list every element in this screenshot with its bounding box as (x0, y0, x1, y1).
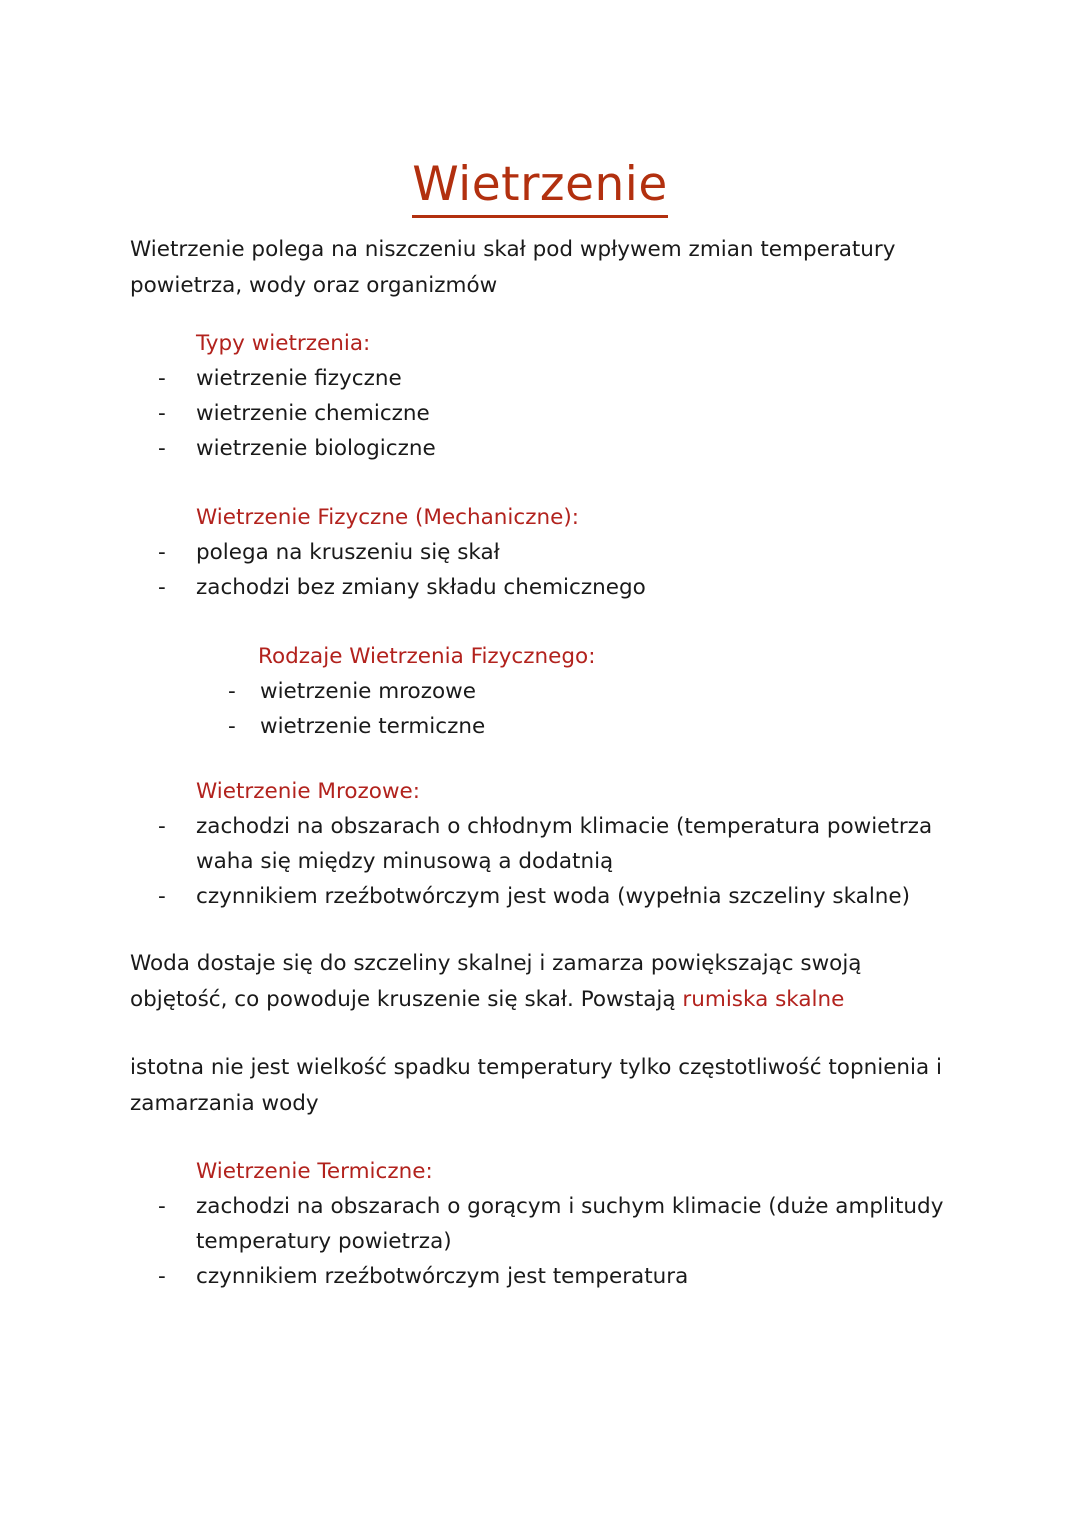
list-item (130, 1189, 960, 1259)
dash-bullet-icon: - (158, 814, 166, 839)
section-wietrzenie-fizyczne (130, 500, 960, 605)
spacer (130, 605, 960, 639)
bullet-list (130, 361, 960, 466)
list-item (130, 1259, 960, 1294)
list-item-label: czynnikiem rzeźbotwórczym jest woda (wypełnia szczeliny skalne) (196, 884, 911, 909)
spacer (130, 914, 960, 946)
bullet-list (130, 535, 960, 605)
list-item (130, 361, 960, 396)
dash-bullet-icon: - (158, 401, 166, 426)
page-title-text: Wietrzenie (412, 159, 668, 218)
list-item-label: zachodzi bez zmiany składu chemicznego (196, 575, 646, 600)
list-item (130, 709, 960, 744)
spacer (130, 1018, 960, 1050)
bullet-list (130, 1189, 960, 1294)
document-body (130, 232, 960, 1294)
dash-bullet-icon: - (158, 1264, 166, 1289)
list-item-label: wietrzenie chemiczne (196, 401, 430, 426)
dash-bullet-icon: - (158, 436, 166, 461)
spacer (130, 1122, 960, 1154)
dash-bullet-icon: - (228, 714, 236, 739)
list-item-label: zachodzi na obszarach o chłodnym klimacie (temperatura powietrza waha się między minusową a dodatnią (196, 814, 933, 874)
section-wietrzenie-mrozowe (130, 774, 960, 914)
intro-paragraph: Wietrzenie polega na niszczeniu skał pod wpływem zmian temperatury powietrza, wody oraz organizmów (130, 237, 896, 298)
list-item (130, 674, 960, 709)
paragraph-frequency-note: istotna nie jest wielkość spadku temperatury tylko częstotliwość topnienia i zamarzania wody (130, 1055, 943, 1116)
list-item-label: zachodzi na obszarach o gorącym i suchym klimacie (duże amplitudy temperatury powietrza) (196, 1194, 944, 1254)
section-heading: Wietrzenie Fizyczne (Mechaniczne): (196, 505, 579, 530)
paragraph-water-freeze-text: Woda dostaje się do szczeliny skalnej i zamarza powiększając swoją objętość, co powoduje kruszenie się skał. Powstają (130, 951, 862, 1012)
highlighted-term-rumiska-skalne: rumiska skalne (682, 987, 845, 1012)
list-item-label: wietrzenie biologiczne (196, 436, 436, 461)
list-item (130, 879, 960, 914)
dash-bullet-icon: - (158, 366, 166, 391)
page-title (0, 159, 1080, 218)
list-item (130, 570, 960, 605)
paragraph-water-freeze (130, 946, 960, 1018)
dash-bullet-icon: - (228, 679, 236, 704)
section-typy-wietrzenia (130, 326, 960, 466)
list-item-label: wietrzenie termiczne (260, 714, 486, 739)
dash-bullet-icon: - (158, 540, 166, 565)
list-item (130, 396, 960, 431)
spacer (130, 304, 960, 326)
bullet-list (130, 809, 960, 914)
dash-bullet-icon: - (158, 1194, 166, 1219)
section-wietrzenie-termiczne (130, 1154, 960, 1294)
list-item-label: wietrzenie mrozowe (260, 679, 476, 704)
list-item (130, 431, 960, 466)
list-item-label: polega na kruszeniu się skał (196, 540, 500, 565)
spacer (130, 466, 960, 500)
section-heading: Wietrzenie Mrozowe: (196, 779, 420, 804)
section-rodzaje-wietrzenia-fizycznego (130, 639, 960, 744)
section-heading: Rodzaje Wietrzenia Fizycznego: (258, 644, 596, 669)
list-item (130, 535, 960, 570)
dash-bullet-icon: - (158, 884, 166, 909)
bullet-list (130, 674, 960, 744)
spacer (130, 744, 960, 774)
list-item-label: wietrzenie fizyczne (196, 366, 402, 391)
section-heading: Wietrzenie Termiczne: (196, 1159, 433, 1184)
dash-bullet-icon: - (158, 575, 166, 600)
list-item (130, 809, 960, 879)
section-heading: Typy wietrzenia: (196, 331, 371, 356)
list-item-label: czynnikiem rzeźbotwórczym jest temperatura (196, 1264, 689, 1289)
